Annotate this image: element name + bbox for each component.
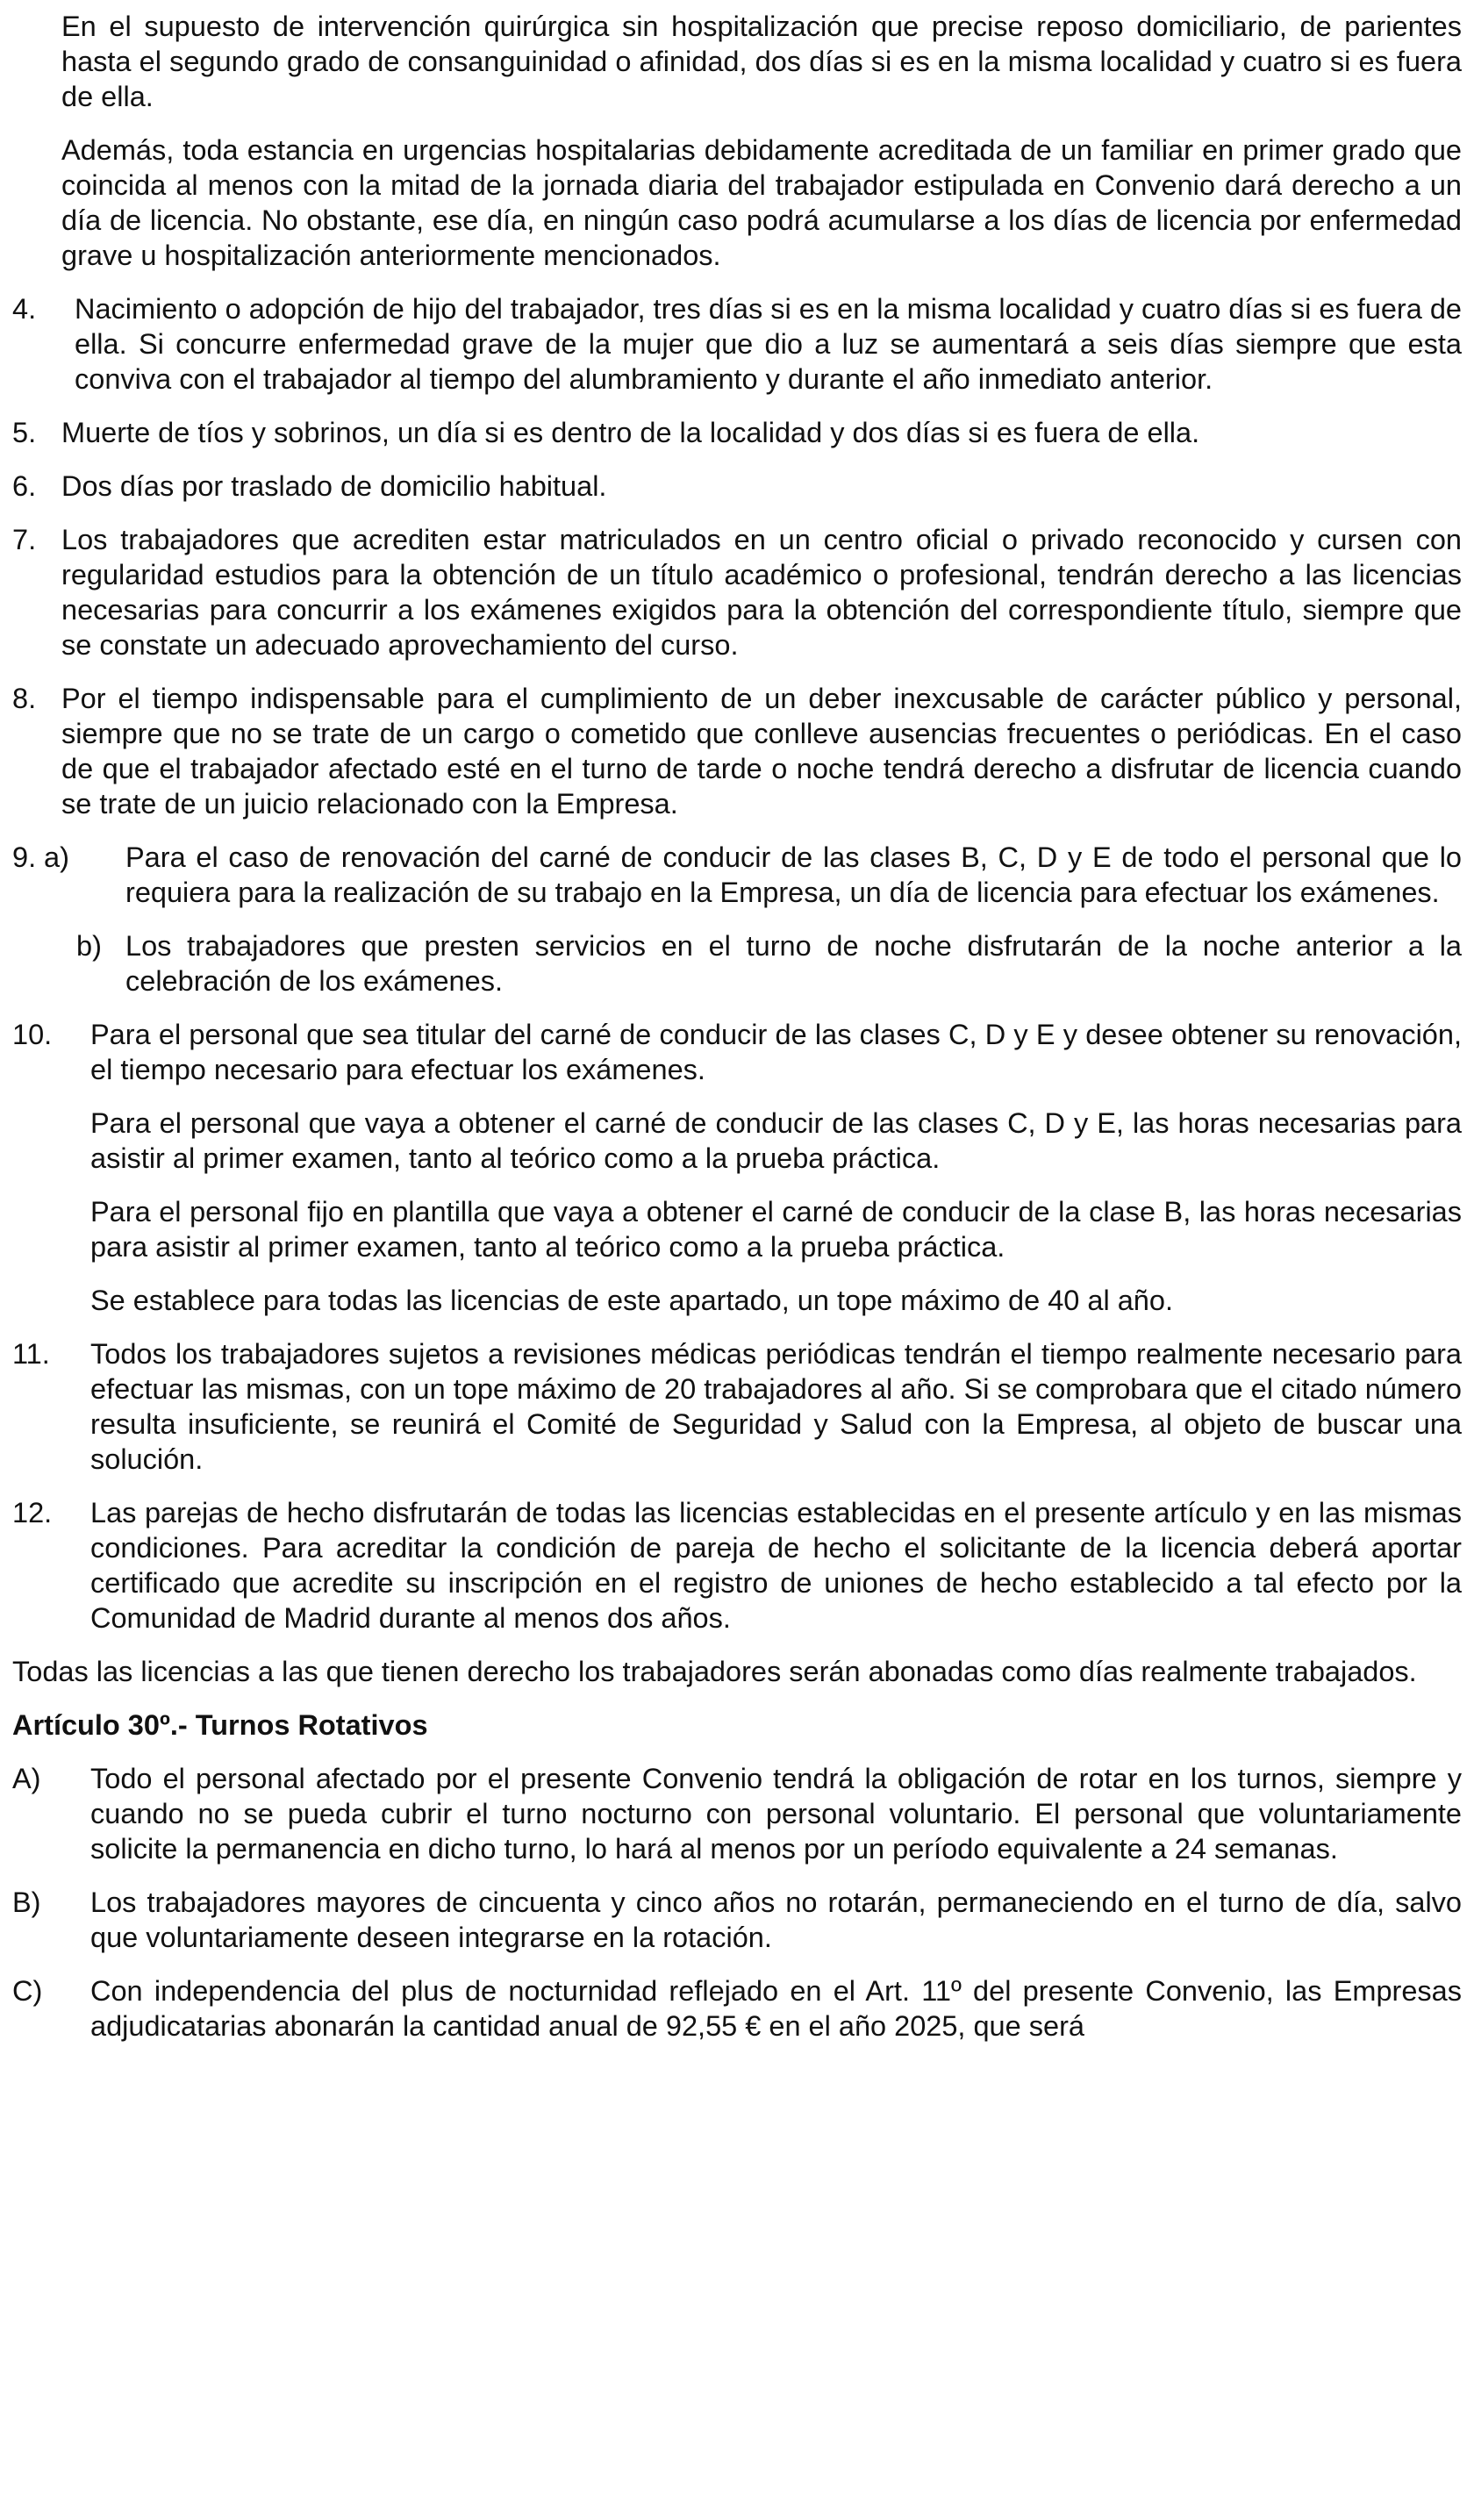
list-item-4 — [12, 291, 1462, 397]
article-item-label: B) — [12, 1886, 41, 1918]
article-heading: Artículo 30º.- Turnos Rotativos — [12, 1709, 428, 1741]
list-item-text: Para el personal que sea titular del carné de conducir de las clases C, D y E y desee obtener su renovación, el tiempo necesario para efectuar los exámenes. — [90, 1019, 1462, 1085]
list-item-10-paragraph: Para el personal fijo en plantilla que vaya a obtener el carné de conducir de la clase B, las horas necesarias para asistir al primer examen, tanto al teórico como a la prueba práctica. — [90, 1196, 1462, 1263]
list-number: 10. — [12, 1019, 53, 1050]
article-item-b — [12, 1885, 1462, 1955]
paragraph-surgery-leave: En el supuesto de intervención quirúrgica sin hospitalización que precise reposo domiciliario, de parientes hasta el segundo grado de consanguinidad o afinidad, dos días si es en la misma localidad y cuatro si es fuera de ella. — [61, 11, 1462, 112]
list-number: 9. — [12, 841, 37, 873]
sub-item-text: Los trabajadores que presten servicios en el turno de noche disfrutarán de la noche anterior a la celebración de los exámenes. — [125, 930, 1462, 997]
sub-item-text: Para el caso de renovación del carné de conducir de las clases B, C, D y E de todo el personal que lo requiera para la realización de su trabajo en la Empresa, un día de licencia para efectuar los exámenes. — [125, 841, 1462, 908]
list-item-10 — [12, 1017, 1462, 1087]
list-number: 6. — [12, 470, 37, 502]
list-item-5 — [12, 415, 1462, 450]
sub-item-label: a) — [44, 841, 69, 873]
list-item-7 — [12, 522, 1462, 662]
article-item-label: A) — [12, 1763, 41, 1794]
list-item-10-paragraph: Para el personal que vaya a obtener el carné de conducir de las clases C, D y E, las horas necesarias para asistir al primer examen, tanto al teórico como a la prueba práctica. — [90, 1107, 1462, 1174]
list-item-text: Las parejas de hecho disfrutarán de todas las licencias establecidas en el presente artículo y en las mismas condiciones. Para acreditar la condición de pareja de hecho el solicitante de la licencia deberá aportar certificado que acredite su inscripción en el registro de uniones de hecho establecido a tal efecto por la Comunidad de Madrid durante al menos dos años. — [90, 1497, 1462, 1634]
list-item-text: Los trabajadores que acrediten estar matriculados en un centro oficial o privado reconocido y cursen con regularidad estudios para la obtención de un título académico o profesional, tendrán derecho a las licencias necesarias para concurrir a los exámenes exigidos para la obtención del correspondiente título, siempre que se constate un adecuado aprovechamiento del curso. — [61, 524, 1462, 661]
list-item-11 — [12, 1336, 1462, 1477]
list-item-9b — [12, 928, 1462, 999]
article-item-text: Con independencia del plus de nocturnidad reflejado en el Art. 11º del presente Convenio, las Empresas adjudicatarias abonarán la cantidad anual de 92,55 € en el año 2025, que será — [90, 1975, 1462, 2042]
list-number: 5. — [12, 417, 37, 448]
list-item-10-paragraph: Se establece para todas las licencias de este apartado, un tope máximo de 40 al año. — [90, 1285, 1173, 1316]
closing-paragraph: Todas las licencias a las que tienen derecho los trabajadores serán abonadas como días realmente trabajados. — [12, 1656, 1417, 1687]
list-item-text: Por el tiempo indispensable para el cumplimiento de un deber inexcusable de carácter público y personal, siempre que no se trate de un cargo o cometido que conlleve ausencias frecuentes o periódicas. En el caso de que el trabajador afectado esté en el turno de tarde o noche tendrá derecho a disfrutar de licencia cuando se trate de un juicio relacionado con la Empresa. — [61, 683, 1462, 820]
list-item-6 — [12, 469, 1462, 504]
article-item-label: C) — [12, 1975, 43, 2007]
list-item-8 — [12, 681, 1462, 821]
article-item-text: Todo el personal afectado por el presente Convenio tendrá la obligación de rotar en los turnos, siempre y cuando no se pueda cubrir el turno nocturno con personal voluntario. El personal que voluntariamente solicite la permanencia en dicho turno, lo hará al menos por un período equivalente a 24 semanas. — [90, 1763, 1462, 1865]
paragraph-emergency-leave: Además, toda estancia en urgencias hospitalarias debidamente acreditada de un familiar en primer grado que coincida al menos con la mitad de la jornada diaria del trabajador estipulada en Convenio dará derecho a un día de licencia. No obstante, ese día, en ningún caso podrá acumularse a los días de licencia por enfermedad grave u hospitalización anteriormente mencionados. — [61, 134, 1462, 271]
list-number: 7. — [12, 524, 37, 555]
article-item-a — [12, 1761, 1462, 1866]
article-item-text: Los trabajadores mayores de cincuenta y cinco años no rotarán, permaneciendo en el turno de día, salvo que voluntariamente deseen integrarse en la rotación. — [90, 1886, 1462, 1953]
list-item-text: Dos días por traslado de domicilio habitual. — [61, 470, 607, 502]
list-number: 12. — [12, 1497, 53, 1528]
list-item-text: Todos los trabajadores sujetos a revisiones médicas periódicas tendrán el tiempo realmente necesario para efectuar las mismas, con un tope máximo de 20 trabajadores al año. Si se comprobara que el citado número resulta insuficiente, se reunirá el Comité de Seguridad y Salud con la Empresa, al objeto de buscar una solución. — [90, 1338, 1462, 1475]
list-number: 8. — [12, 683, 37, 714]
article-item-c — [12, 1973, 1462, 2044]
list-item-text: Nacimiento o adopción de hijo del trabajador, tres días si es en la misma localidad y cuatro días si es fuera de ella. Si concurre enfermedad grave de la mujer que dio a luz se aumentará a seis días siempre que esta conviva con el trabajador al tiempo del alumbramiento y durante el año inmediato anterior. — [75, 293, 1462, 395]
list-item-text: Muerte de tíos y sobrinos, un día si es dentro de la localidad y dos días si es fuera de ella. — [61, 417, 1200, 448]
sub-item-label: b) — [76, 930, 102, 962]
document-page — [12, 9, 1462, 2044]
list-number: 11. — [12, 1338, 50, 1370]
list-number: 4. — [12, 293, 37, 325]
list-item-12 — [12, 1495, 1462, 1636]
list-item-9a — [12, 840, 1462, 910]
